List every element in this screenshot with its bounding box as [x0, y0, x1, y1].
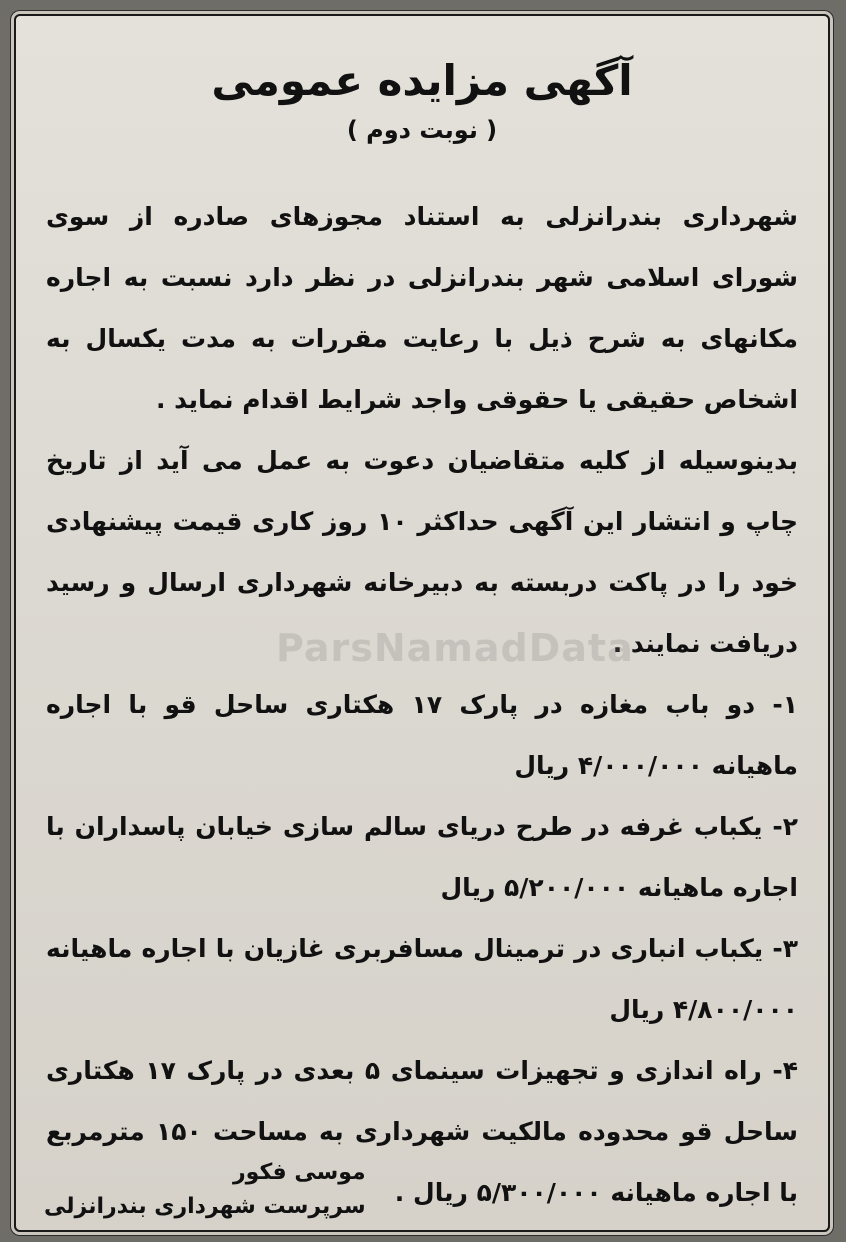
signer-name: موسی فکور — [233, 1160, 366, 1185]
notice-body — [46, 186, 798, 1223]
item-1: ۱- دو باب مغازه در پارک ۱۷ هکتاری ساحل قو با اجاره ماهیانه ۴/۰۰۰/۰۰۰ ریال — [46, 690, 798, 780]
item-4: ۴- راه اندازی و تجهیزات سینمای ۵ بعدی در پارک ۱۷ هکتاری ساحل قو محدوده مالکیت شهرداری به مساحت ۱۵۰ مترمربع با اجاره ماهیانه ۵/۳۰۰/۰۰۰ ریال . — [46, 1056, 799, 1207]
item-2: ۲- یکباب غرفه در طرح دریای سالم سازی خیابان پاسداران با اجاره ماهیانه ۵/۲۰۰/۰۰۰ ریال — [46, 812, 798, 902]
newspaper-clipping — [14, 14, 830, 1232]
intro-paragraph: شهرداری بندرانزلی به استناد مجوزهای صادره از سوی شورای اسلامی شهر بندرانزلی در نظر دارد نسبت به اجاره مکانهای به شرح ذیل با رعایت مقررات به مدت یکسال به اشخاص حقیقی یا حقوقی واجد شرایط اقدام نماید . — [46, 202, 798, 414]
signer-title: سرپرست شهرداری بندرانزلی — [44, 1194, 366, 1219]
invitation-paragraph: بدینوسیله از کلیه متقاضیان دعوت به عمل می آید از تاریخ چاپ و انتشار این آگهی حداکثر ۱۰ روز کاری قیمت پیشنهادی خود را در پاکت دربسته به دبیرخانه شهرداری ارسال و رسید دریافت نمایند . — [46, 446, 798, 658]
notice-subtitle: ( نوبت دوم ) — [346, 116, 498, 144]
signature-block — [44, 1156, 366, 1224]
item-3: ۳- یکباب انباری در ترمینال مسافربری غازیان با اجاره ماهیانه ۴/۸۰۰/۰۰۰ ریال — [46, 934, 798, 1024]
watermark: ParsNamadData — [276, 626, 634, 670]
notice-title: آگهی مزایده عمومی — [211, 56, 633, 105]
